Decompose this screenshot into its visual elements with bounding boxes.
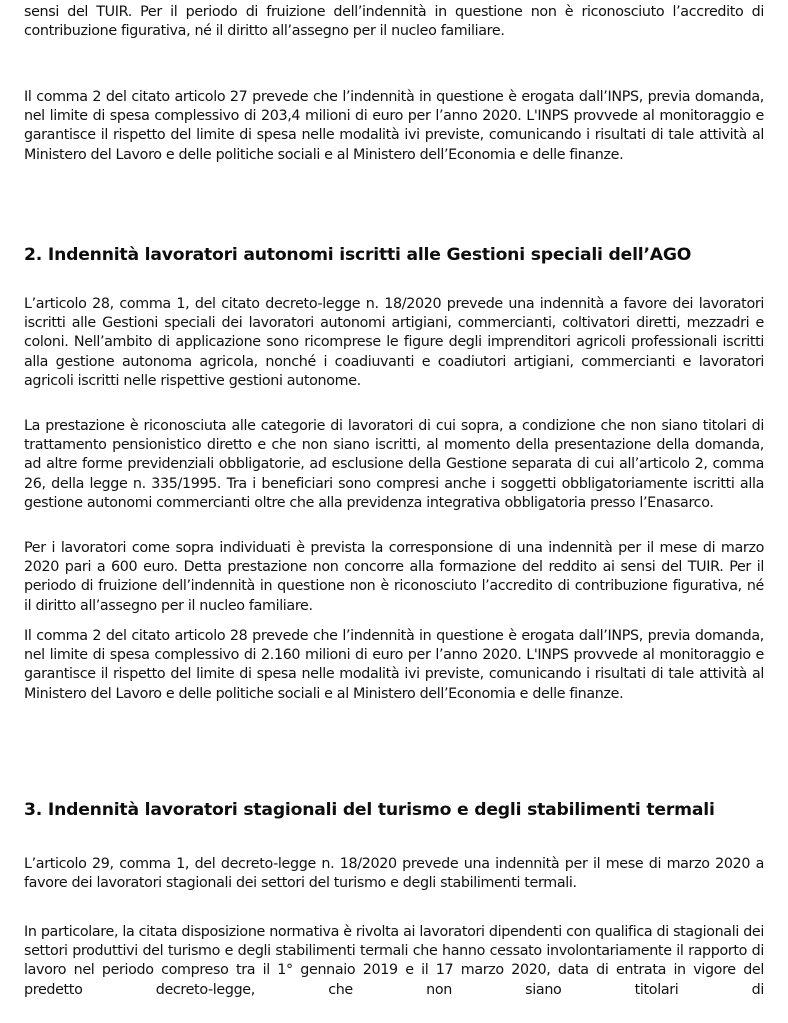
paragraph-stagionali-detail: In particolare, la citata disposizione normativa è rivolta ai lavoratori dipendenti con qualifica di stagionali dei settori produttivi del turismo e degli stabilimenti termali che hanno cessato involontariamente il rapporto di lavoro nel periodo compreso tra il 1° gennaio 2019 e il 17 marzo 2020, data di entrata in vigore del predetto decreto-legge, che non siano titolari di <box>24 924 764 998</box>
paragraph-indennita-amount: Per i lavoratori come sopra individuati è prevista la corresponsione di una indennità per il mese di marzo 2020 pari a 600 euro. Detta prestazione non concorre alla formazione del reddito ai sensi del TUIR. Per il periodo di fruizione dell’indennità in questione non è riconosciuto l’accredito di contribuzione figurativa, né il diritto all’assegno per il nucleo familiare. <box>24 540 764 614</box>
paragraph-article28-comma1: L’articolo 28, comma 1, del citato decreto-legge n. 18/2020 prevede una indennità a favore dei lavoratori iscritti alle Gestioni speciali dei lavoratori autonomi artigiani, commercianti, coltivatori diretti, mezzadri e coloni. Nell’ambito di applicazione sono ricomprese le figure degli imprenditori agricoli professionali iscritti alla gestione autonoma agricola, nonché i coadiuvanti e coadiutori artigiani, commercianti e lavoratori agricoli iscritti nelle rispettive gestioni autonome. <box>24 296 764 389</box>
paragraph-article28-comma2: Il comma 2 del citato articolo 28 prevede che l’indennità in questione è erogata dall’INPS, previa domanda, nel limite di spesa complessivo di 2.160 milioni di euro per l’anno 2020. L'INPS provvede al monitoraggio e garantisce il rispetto del limite di spesa nelle modalità ivi previste, comunicando i risultati di tale attività al Ministero del Lavoro e delle politiche sociali e al Ministero dell’Economia e delle finanze. <box>24 628 764 702</box>
section-heading-3: 3. Indennità lavoratori stagionali del turismo e degli stabilimenti termali <box>24 800 715 820</box>
paragraph-continuation: sensi del TUIR. Per il periodo di fruizione dell’indennità in questione non è riconosciuto l’accredito di contribuzione figurativa, né il diritto all’assegno per il nucleo familiare. <box>24 4 764 40</box>
paragraph-article29-comma1: L’articolo 29, comma 1, del decreto-legge n. 18/2020 prevede una indennità per il mese di marzo 2020 a favore dei lavoratori stagionali dei settori del turismo e degli stabilimenti termali. <box>24 856 764 892</box>
section-heading-2: 2. Indennità lavoratori autonomi iscritti alle Gestioni speciali dell’AGO <box>24 245 692 265</box>
paragraph-prestazione-conditions: La prestazione è riconosciuta alle categorie di lavoratori di cui sopra, a condizione che non siano titolari di trattamento pensionistico diretto e che non siano iscritti, al momento della presentazione della domanda, ad altre forme previdenziali obbligatorie, ad esclusione della Gestione separata di cui all’articolo 2, comma 26, della legge n. 335/1995. Tra i beneficiari sono compresi anche i soggetti obbligatoriamente iscritti alla gestione autonomi commercianti oltre che alla previdenza integrativa obbligatoria presso l’Enasarco. <box>24 418 764 511</box>
paragraph-article27-comma2: Il comma 2 del citato articolo 27 prevede che l’indennità in questione è erogata dall’INPS, previa domanda, nel limite di spesa complessivo di 203,4 milioni di euro per l’anno 2020. L'INPS provvede al monitoraggio e garantisce il rispetto del limite di spesa nelle modalità ivi previste, comunicando i risultati di tale attività al Ministero del Lavoro e delle politiche sociali e al Ministero dell’Economia e delle finanze. <box>24 89 764 163</box>
